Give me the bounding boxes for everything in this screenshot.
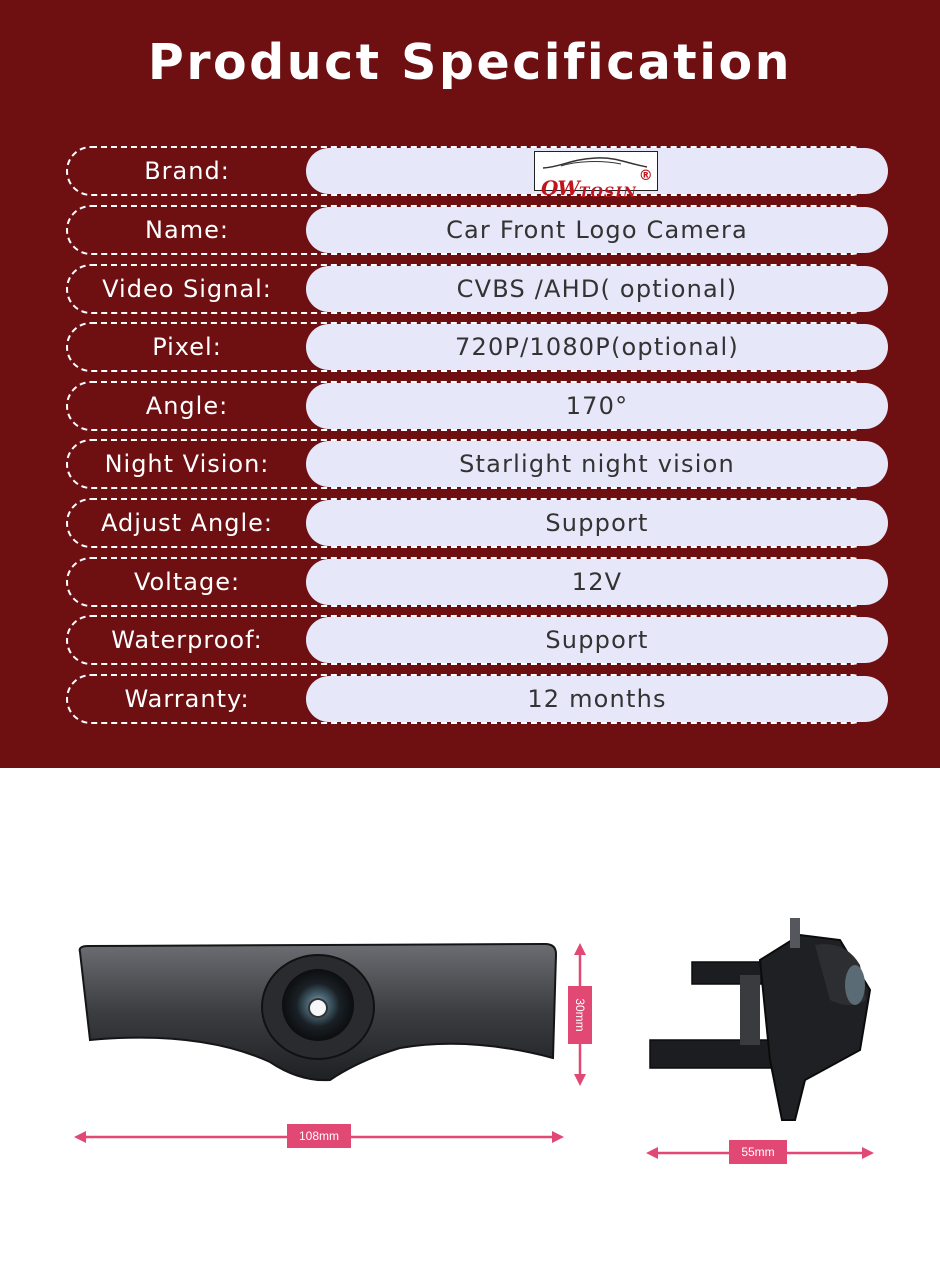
spec-value-pill xyxy=(306,148,888,201)
spec-label: Waterproof: xyxy=(111,626,263,654)
brand-logo xyxy=(534,151,658,201)
spec-label: Night Vision: xyxy=(104,450,270,478)
spec-row-brand xyxy=(66,146,888,201)
spec-label: Warranty: xyxy=(124,685,250,713)
width-dimension-label: 108mm xyxy=(287,1124,351,1148)
registered-mark: ® xyxy=(638,168,654,184)
logo-text-ow: OW xyxy=(541,176,579,200)
spec-label: Name: xyxy=(145,216,229,244)
spec-value: CVBS /AHD( optional) xyxy=(306,266,888,312)
spec-row xyxy=(66,557,888,607)
spec-row xyxy=(66,322,888,372)
spec-label: Video Signal: xyxy=(102,275,272,303)
spec-row xyxy=(66,381,888,431)
spec-value: 720P/1080P(optional) xyxy=(306,324,888,370)
spec-label: Pixel: xyxy=(152,333,222,361)
spec-value: Support xyxy=(306,500,888,546)
spec-row xyxy=(66,615,888,665)
depth-dimension-label: 55mm xyxy=(729,1140,787,1164)
spec-value: 12 months xyxy=(306,676,888,722)
spec-label: Brand: xyxy=(144,157,230,185)
camera-front-view xyxy=(80,944,556,1080)
spec-label: Voltage: xyxy=(133,568,241,596)
page-title: Product Specification xyxy=(147,34,793,91)
spec-row xyxy=(66,264,888,314)
height-dimension-label: 30mm xyxy=(573,998,587,1032)
spec-row xyxy=(66,498,888,548)
spec-value: Car Front Logo Camera xyxy=(306,207,888,253)
spec-row xyxy=(66,205,888,255)
product-dimension-illustration xyxy=(0,768,940,1275)
spec-value: 170° xyxy=(306,383,888,429)
spec-value: Starlight night vision xyxy=(306,441,888,487)
spec-value: 12V xyxy=(306,559,888,605)
camera-side-view xyxy=(650,918,870,1120)
spec-value: Support xyxy=(306,617,888,663)
logo-text-tosin: TOSIN xyxy=(579,185,638,201)
spec-label: Angle: xyxy=(145,392,229,420)
height-dimension-badge xyxy=(568,986,592,1044)
spec-label: Adjust Angle: xyxy=(100,509,274,537)
spec-row xyxy=(66,674,888,724)
spec-row xyxy=(66,439,888,489)
